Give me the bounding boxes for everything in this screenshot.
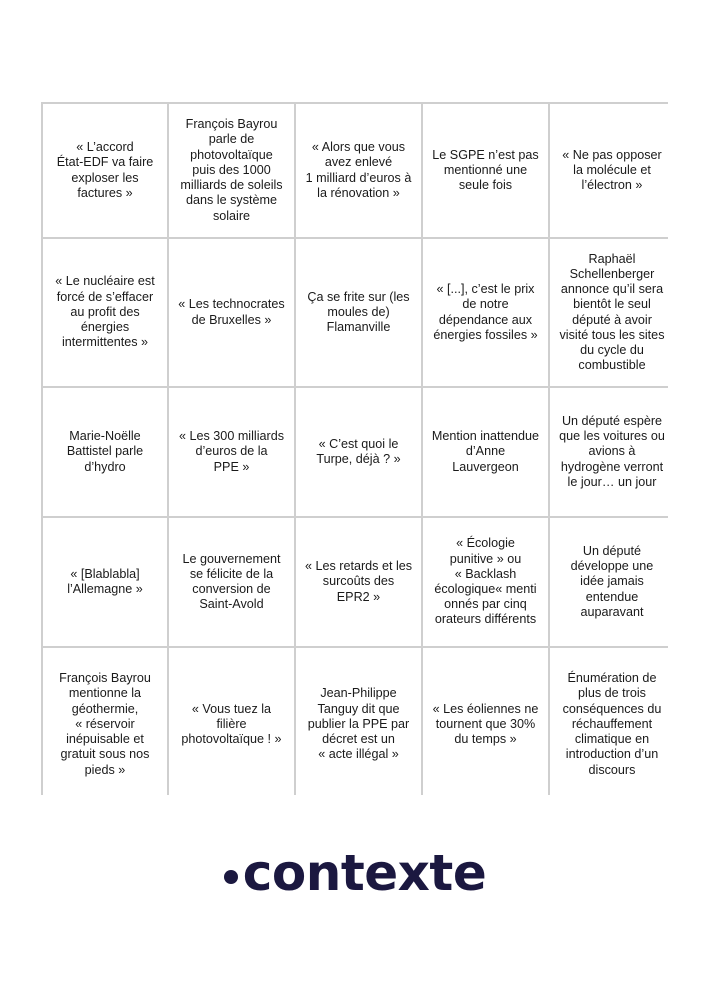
bingo-cell-text: Un député développe une idée jamais entendue auparavant — [570, 543, 654, 619]
bingo-cell — [169, 648, 294, 801]
bingo-cell-text: « Les 300 milliards d’euros de la PPE » — [179, 429, 284, 474]
bingo-cell — [550, 648, 674, 801]
bingo-cell — [296, 239, 421, 386]
bingo-cell — [43, 518, 167, 646]
bingo-cell — [296, 518, 421, 646]
bingo-cell — [550, 239, 674, 386]
bingo-cell — [423, 388, 548, 516]
bingo-cell-text: Le gouvernement se félicite de la conversion de Saint-Avold — [182, 551, 281, 612]
bingo-cell-text: « L’accord État-EDF va faire exploser les factures » — [56, 140, 154, 200]
bingo-cell-text: « Les éoliennes ne tournent que 30% du temps » — [432, 701, 539, 747]
contexte-logo — [0, 838, 710, 908]
bingo-cell-text: « Alors que vous avez enlevé 1 milliard d’euros à la rénovation » — [305, 140, 412, 200]
bingo-cell-text: Jean-Philippe Tanguy dit que publier la PPE par décret est un « acte illégal » — [307, 686, 410, 762]
bingo-cell-text: Raphaël Schellenberger annonce qu’il sera bientôt le seul député à avoir visité tous les sites du cycle du combustible — [559, 251, 665, 373]
bingo-cell-text: « Écologie punitive » ou « Backlash écologique« menti onnés par cinq orateurs différents — [434, 536, 537, 627]
bingo-cell-text: « Ne pas opposer la molécule et l’électron » — [562, 147, 662, 193]
bingo-cell — [169, 518, 294, 646]
bingo-cell-text: François Bayrou parle de photovoltaïque puis des 1000 milliards de soleils dans le système solaire — [180, 117, 283, 223]
bingo-cell-text: Énumération de plus de trois conséquences du réchauffement climatique en introduction d’un discours — [562, 671, 662, 777]
bingo-cell — [43, 648, 167, 801]
bingo-cell — [423, 518, 548, 646]
bingo-cell — [550, 518, 674, 646]
bingo-cell — [296, 648, 421, 801]
bingo-cell-text: « Le nucléaire est forcé de s’effacer au profit des énergies intermittentes » — [55, 274, 155, 350]
bingo-cell-text: François Bayrou mentionne la géothermie, « réservoir inépuisable et gratuit sous nos pieds » — [59, 671, 151, 777]
bingo-cell — [550, 388, 674, 516]
logo-dot-icon — [224, 870, 238, 884]
bingo-cell-text: « C’est quoi le Turpe, déjà ? » — [316, 436, 401, 466]
bingo-cell-text: Marie-Noëlle Battistel parle d’hydro — [66, 429, 144, 474]
bingo-cell — [43, 104, 167, 237]
bingo-cell — [296, 104, 421, 237]
bingo-cell — [423, 648, 548, 801]
bingo-cell-text: « Les retards et les surcoûts des EPR2 » — [304, 559, 413, 604]
bingo-cell — [423, 104, 548, 237]
bingo-cell — [550, 104, 674, 237]
bingo-cell-text: Le SGPE n’est pas mentionné une seule fois — [432, 147, 539, 193]
bingo-cell-text: Mention inattendue d’Anne Lauvergeon — [431, 429, 540, 474]
bingo-cell-text: Un député espère que les voitures ou avions à hydrogène verront le jour… un jour — [559, 413, 665, 489]
logo-text: contexte — [242, 844, 487, 902]
bingo-cell — [43, 239, 167, 386]
bingo-cell-text: « Les technocrates de Bruxelles » — [178, 297, 285, 327]
bingo-cell — [296, 388, 421, 516]
bingo-cell — [169, 388, 294, 516]
bingo-cell-text: « Vous tuez la filière photovoltaïque ! » — [181, 701, 282, 747]
bingo-grid — [41, 102, 668, 795]
bingo-cell — [169, 104, 294, 237]
bingo-cell — [423, 239, 548, 386]
bingo-cell-text: Ça se frite sur (les moules de) Flamanville — [307, 289, 410, 335]
bingo-cell — [43, 388, 167, 516]
bingo-cell-text: « [...], c’est le prix de notre dépendance aux énergies fossiles » — [433, 282, 538, 342]
bingo-cell — [169, 239, 294, 386]
bingo-cell-text: « [Blablabla] l’Allemagne » — [67, 566, 143, 596]
